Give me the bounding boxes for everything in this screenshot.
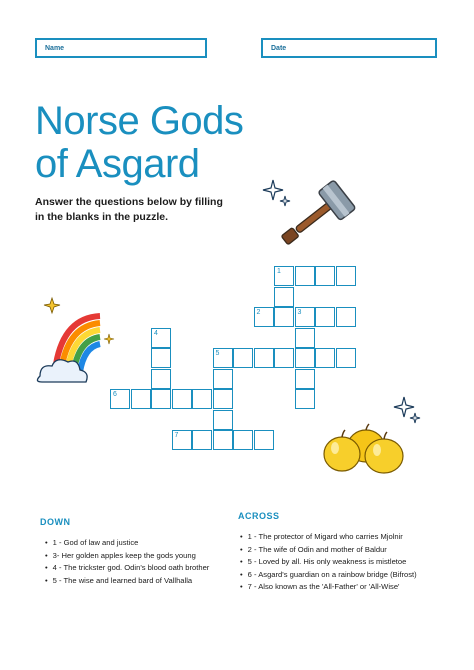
crossword-cell[interactable] <box>295 328 315 348</box>
across-clue: • 5 - Loved by all. His only weakness is mistletoe <box>240 556 460 569</box>
date-field[interactable] <box>261 38 437 58</box>
crossword-cell[interactable] <box>295 266 315 286</box>
down-clue: • 5 - The wise and learned bard of Vallhalla <box>45 575 235 588</box>
crossword-cell[interactable] <box>336 266 356 286</box>
across-clue: • 7 - Also known as the 'All-Father' or 'All-Wise' <box>240 581 460 594</box>
clue-number: 1 <box>277 268 281 275</box>
crossword-cell[interactable] <box>295 369 315 389</box>
down-heading: DOWN <box>40 517 71 527</box>
crossword-cell[interactable] <box>151 389 171 409</box>
page-title: Norse Gods of Asgard <box>35 99 244 186</box>
crossword-cell[interactable] <box>254 307 274 327</box>
golden-apples-icon <box>320 420 410 478</box>
crossword-cell[interactable] <box>172 389 192 409</box>
crossword-cell[interactable] <box>213 348 233 368</box>
clue-number: 6 <box>113 391 117 398</box>
across-clue: • 1 - The protector of Migard who carries Mjolnir <box>240 531 460 544</box>
crossword-cell[interactable] <box>131 389 151 409</box>
clue-number: 2 <box>256 309 261 316</box>
down-clue-list <box>45 537 235 587</box>
sparkle-icon <box>262 178 292 208</box>
down-clue: • 3- Her golden apples keep the gods young <box>45 550 235 563</box>
crossword-cell[interactable] <box>192 430 212 450</box>
name-label: Name <box>45 45 65 52</box>
down-clue: • 4 - The trickster god. Odin's blood oath brother <box>45 562 235 575</box>
across-clue-list <box>240 531 460 594</box>
across-heading: ACROSS <box>238 511 280 521</box>
crossword-cell[interactable] <box>213 369 233 389</box>
crossword-cell[interactable] <box>315 348 335 368</box>
crossword-cell[interactable] <box>274 307 294 327</box>
across-clue: • 6 - Asgard's guardian on a rainbow bridge (Bifrost) <box>240 569 460 582</box>
crossword-cell[interactable] <box>295 348 315 368</box>
crossword-cell[interactable] <box>295 389 315 409</box>
clue-number: 5 <box>215 350 220 357</box>
crossword-cell[interactable] <box>254 430 274 450</box>
crossword-cell[interactable] <box>315 266 335 286</box>
crossword-cell[interactable] <box>213 410 233 430</box>
crossword-cell[interactable] <box>315 307 335 327</box>
crossword-cell[interactable] <box>151 348 171 368</box>
crossword-cell[interactable] <box>233 348 253 368</box>
name-field[interactable] <box>35 38 207 58</box>
crossword-cell[interactable] <box>192 389 212 409</box>
crossword-cell[interactable] <box>151 328 171 348</box>
crossword-cell[interactable] <box>274 348 294 368</box>
crossword-cell[interactable] <box>274 287 294 307</box>
rainbow-icon <box>34 296 124 388</box>
crossword-cell[interactable] <box>336 348 356 368</box>
crossword-cell[interactable] <box>274 266 294 286</box>
across-clue: • 2 - The wife of Odin and mother of Baldur <box>240 544 460 557</box>
crossword-cell[interactable] <box>254 348 274 368</box>
clue-number: 7 <box>174 432 179 439</box>
crossword-cell[interactable] <box>336 307 356 327</box>
clue-number: 4 <box>154 329 158 337</box>
crossword-cell[interactable] <box>233 430 253 450</box>
crossword-cell[interactable] <box>213 430 233 450</box>
crossword-cell[interactable] <box>172 430 192 450</box>
crossword-cell[interactable] <box>213 389 233 409</box>
date-label: Date <box>271 45 287 52</box>
instructions: Answer the questions below by filling in the blanks in the puzzle. <box>35 196 223 223</box>
clue-number: 3 <box>297 309 302 316</box>
down-clue: • 1 - God of law and justice <box>45 537 235 550</box>
crossword-cell[interactable] <box>151 369 171 389</box>
crossword-cell[interactable] <box>110 389 130 409</box>
crossword-cell[interactable] <box>295 307 315 327</box>
